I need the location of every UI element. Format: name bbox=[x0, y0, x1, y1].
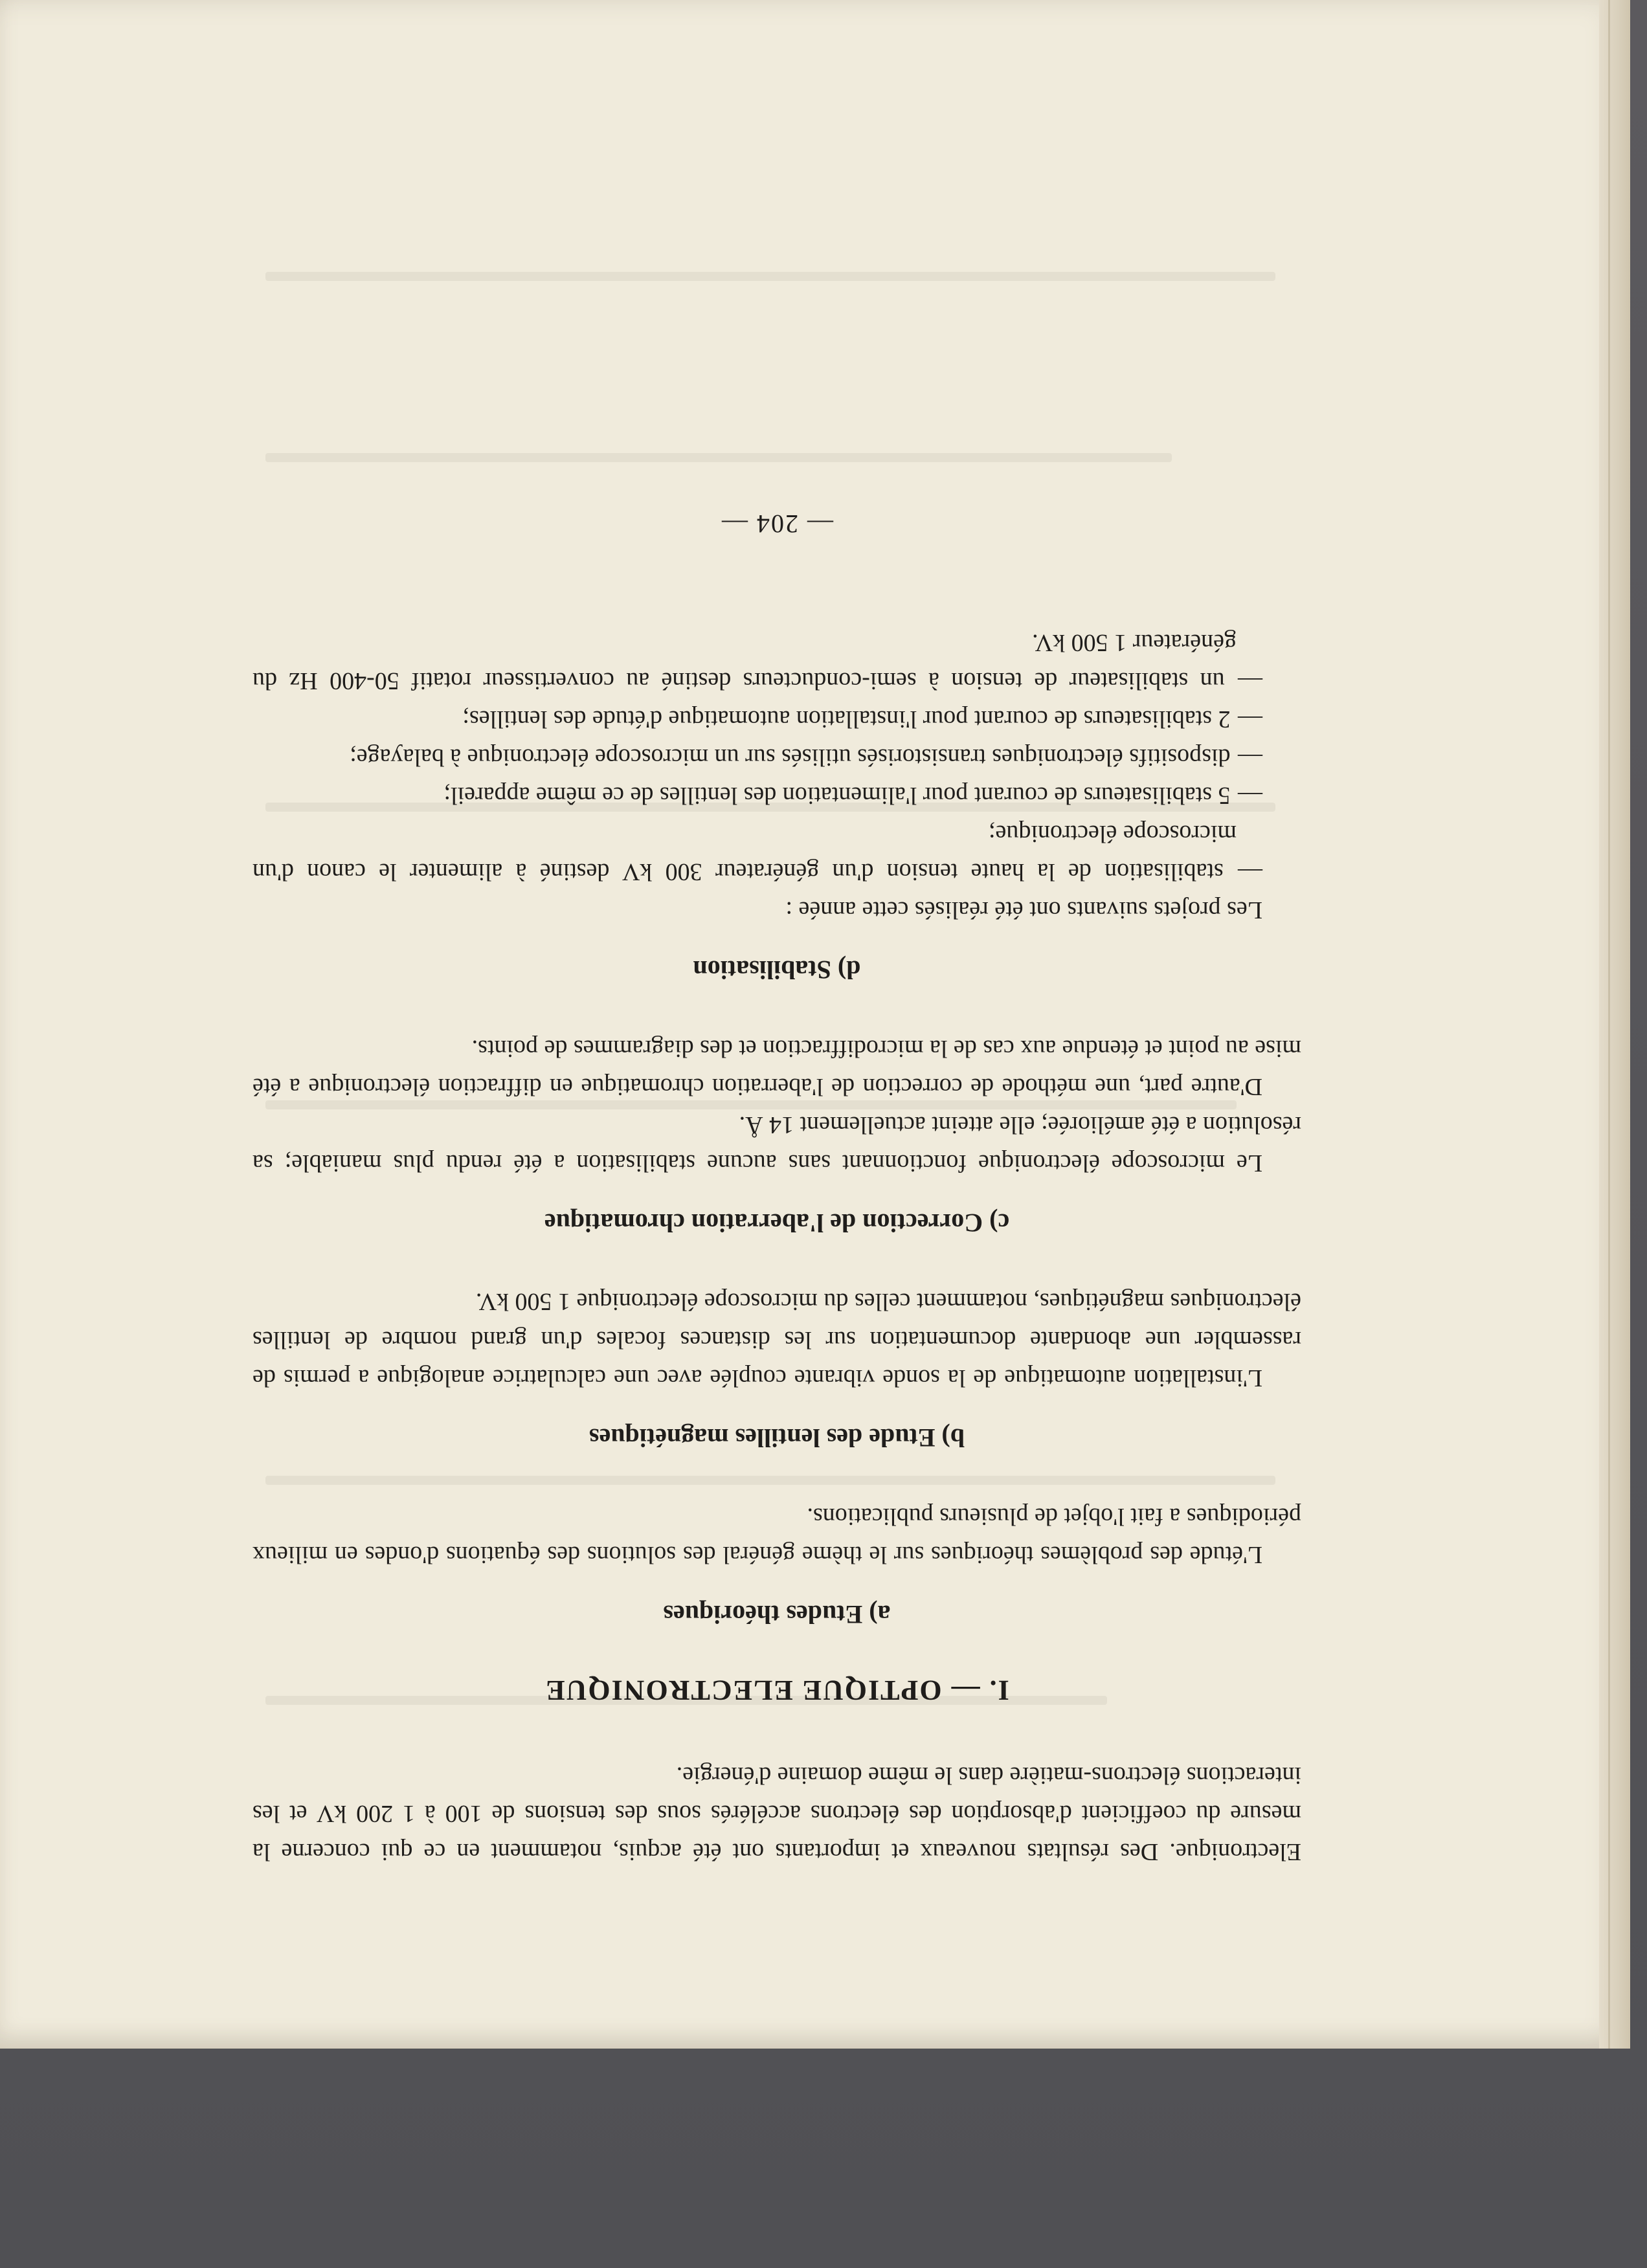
list-item-text: un stabilisateur de tension à semi-conducteurs destiné au convertisseur rotatif 50-400 Hz du générateur 1 500 kV. bbox=[252, 629, 1237, 695]
printed-page-upside-down bbox=[252, 188, 1301, 1871]
paper-edge bbox=[1599, 0, 1630, 2049]
list-item-text: 5 stabilisateurs de courant pour l'alimentation des lentilles de ce même appareil; bbox=[443, 782, 1231, 809]
list-item-text: 2 stabilisateurs de courant pour l'installation automatique d'étude des lentilles; bbox=[462, 706, 1231, 733]
dash-bullet: — bbox=[1238, 706, 1262, 733]
list-item bbox=[252, 814, 1301, 891]
list-item-text: stabilisation de la haute tension d'un générateur 300 kV destiné à alimenter le canon d'un microscope électronique; bbox=[252, 820, 1237, 885]
dash-bullet: — bbox=[1238, 744, 1262, 771]
subsection-c-title: c) Correction de l'aberration chromatique bbox=[544, 1208, 1010, 1238]
subsection-d-title: d) Stabilisation bbox=[693, 955, 861, 984]
subsection-d-intro: Les projets suivants ont été réalisés cette année : bbox=[785, 896, 1262, 924]
subsection-b-text: L'installation automatique de la sonde vibrante couplée avec une calculatrice analogique a permis de rassembler une abondante documentation sur les distances focales d'un grand nombre de lentilles électroniques magnétiques, notamment celles du microscope électronique 1 500 kV. bbox=[252, 1288, 1301, 1392]
list-item bbox=[252, 700, 1301, 738]
page-number: — 204 — bbox=[721, 509, 833, 539]
list-item-text: dispositifs électroniques transistorisés utilisés sur un microscope électronique à balayage; bbox=[350, 744, 1231, 771]
subsection-c-text-2: D'autre part, une méthode de correction de l'aberration chromatique en diffraction électronique a été mise au point et étendue aux cas de la microdiffraction et des diagrammes de points. bbox=[252, 1035, 1301, 1100]
intro-paragraph: Electronique. Des résultats nouveaux et importants ont été acquis, notamment en ce qui concerne la mesure du coefficient d'absorption des électrons accélérés sous des tensions de 100 à 1 200 kV et les interactions électrons-matière dans le même domaine d'énergie. bbox=[252, 1762, 1301, 1865]
subsection-a-title: a) Etudes théoriques bbox=[663, 1600, 891, 1629]
list-item bbox=[252, 776, 1301, 814]
paper-edge-line bbox=[1608, 0, 1610, 2049]
list-item bbox=[252, 738, 1301, 776]
subsection-b-title: b) Etude des lentilles magnétiques bbox=[588, 1423, 965, 1452]
dash-bullet: — bbox=[1238, 858, 1262, 885]
section-title: I. — OPTIQUE ELECTRONIQUE bbox=[544, 1674, 1009, 1706]
dash-bullet: — bbox=[1238, 667, 1262, 695]
stabilisation-list bbox=[252, 623, 1301, 891]
list-item bbox=[252, 623, 1301, 700]
dash-bullet: — bbox=[1238, 782, 1262, 809]
subsection-a-text: L'étude des problèmes théoriques sur le thème général des solutions des équations d'ondes en milieux périodiques a fait l'objet de plusieurs publications. bbox=[252, 1503, 1301, 1568]
subsection-c-text-1: Le microscope électronique fonctionnant sans aucune stabilisation a été rendu plus maniable; sa résolution a été améliorée; elle atteint actuellement 14 Å. bbox=[252, 1111, 1301, 1177]
